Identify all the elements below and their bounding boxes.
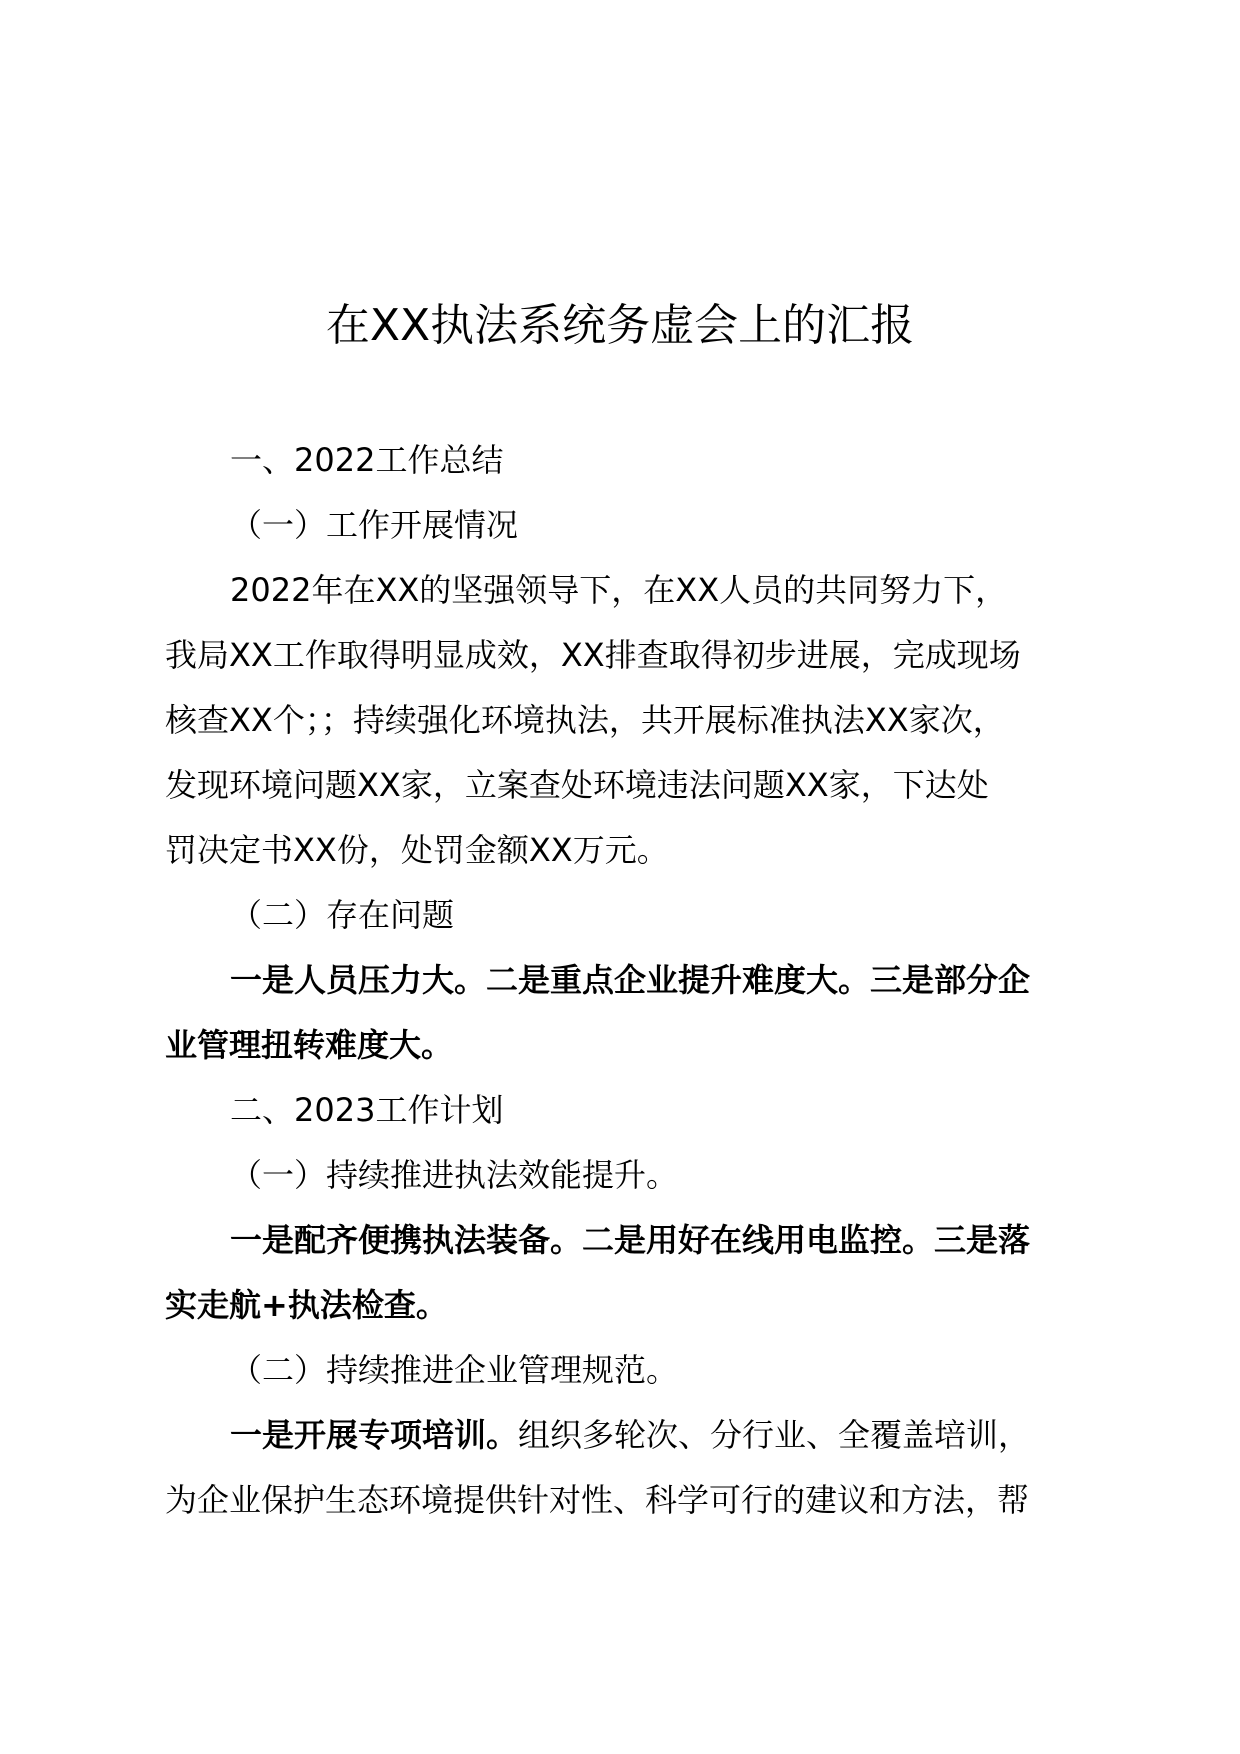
paragraph-line: 罚决定书XX份，处罚金额XX万元。 [165,831,669,869]
subsection-heading: （一）持续推进执法效能提升。 [230,1156,679,1194]
bold-paragraph-line: 业管理扭转难度大。 [165,1026,454,1064]
bold-paragraph-line: 实走航+执法检查。 [165,1286,448,1324]
subsection-heading: （一）工作开展情况 [230,506,519,544]
subsection-heading: （二）持续推进企业管理规范。 [230,1351,679,1389]
paragraph-line: 核查XX个；；持续强化环境执法，共开展标准执法XX家次， [165,701,1005,739]
paragraph-line: 2022年在XX的坚强领导下，在XX人员的共同努力下， [230,571,1008,609]
document-title: 在XX执法系统务虚会上的汇报 [325,300,915,351]
subsection-heading: （二）存在问题 [230,896,455,934]
paragraph-line: 我局XX工作取得明显成效，XX排查取得初步进展，完成现场 [165,636,1021,674]
paragraph-line [165,1403,1110,1468]
document-body [165,428,1110,1533]
paragraph-text: 组织多轮次、分行业、全覆盖培训， [518,1416,1031,1454]
section-heading: 一、2022工作总结 [230,441,504,479]
paragraph-line: 发现环境问题XX家，立案查处环境违法问题XX家，下达处 [165,766,989,804]
bold-lead-text: 一是开展专项培训。 [230,1416,519,1454]
section-heading: 二、2023工作计划 [230,1091,504,1129]
bold-paragraph-line: 一是人员压力大。二是重点企业提升难度大。三是部分企 [230,961,1031,999]
paragraph-line: 为企业保护生态环境提供针对性、科学可行的建议和方法，帮 [165,1481,1030,1519]
bold-paragraph-line: 一是配齐便携执法装备。二是用好在线用电监控。三是落 [230,1221,1031,1259]
